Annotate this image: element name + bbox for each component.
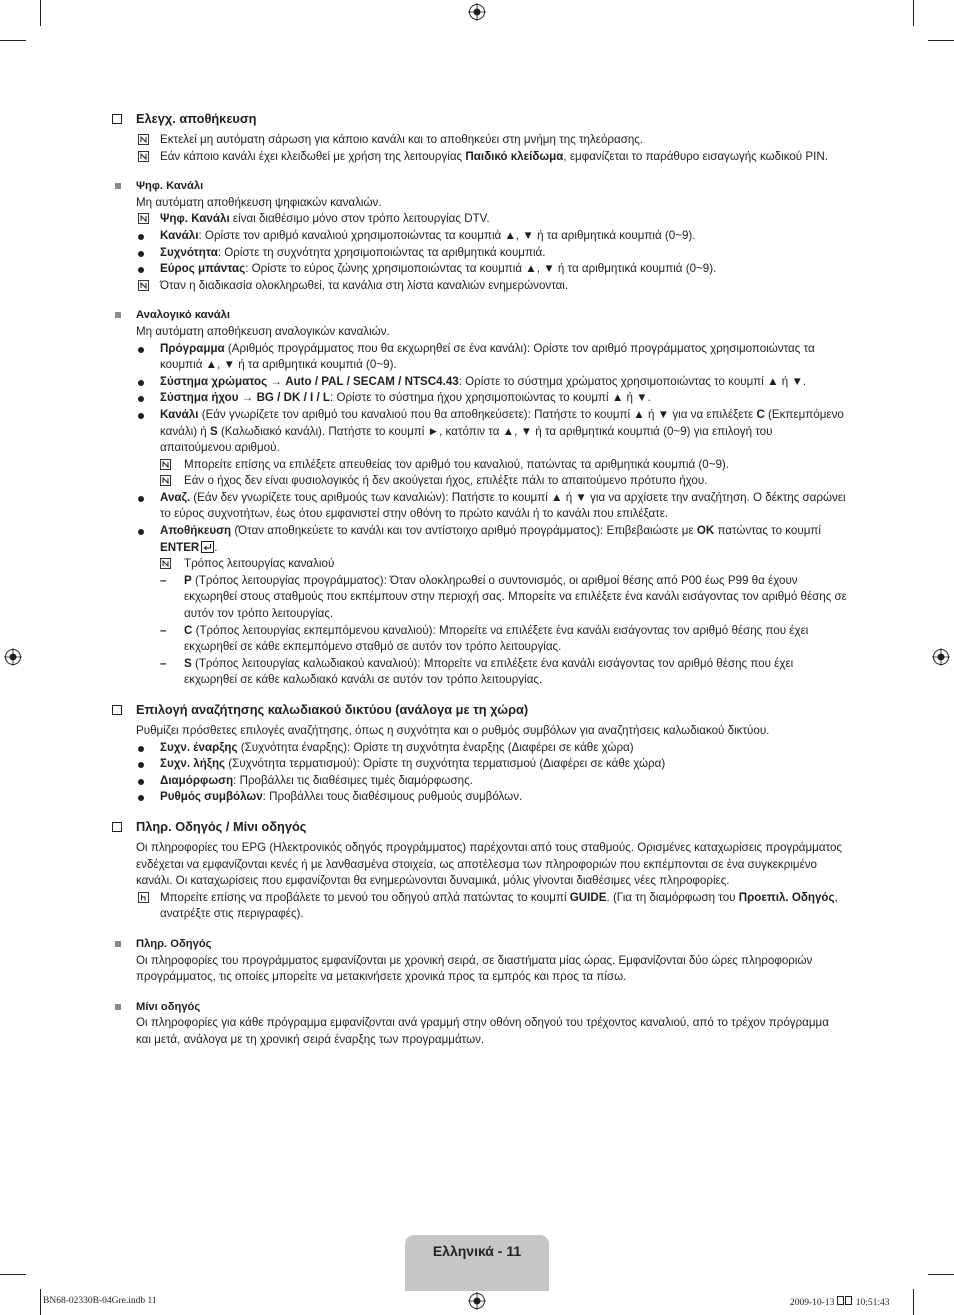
registration-mark-right xyxy=(932,648,950,666)
page-number-tab xyxy=(405,1235,549,1291)
note-icon xyxy=(138,280,149,291)
bullet-item: Συχν. έναρξης (Συχνότητα έναρξης): Ορίστε τη συχνότητα έναρξης (Διαφέρει σε κάθε χώρα) xyxy=(112,740,847,757)
print-file-name: BN68-02330B-04Gre.indb 11 xyxy=(43,1296,157,1306)
bullet-item: Διαμόρφωση: Προβάλλει τις διαθέσιμες τιμές διαμόρφωσης. xyxy=(112,773,847,790)
paragraph: Οι πληροφορίες για κάθε πρόγραμμα εμφανίζονται ανά γραμμή στην οθόνη οδηγού του τρέχοντος καναλιού, από το τρέχον πρόγραμμα και μετά, ανάλογα με τη χρονική σειρά έναρξης των προγραμμάτων. xyxy=(136,1016,829,1046)
paragraph: Μη αυτόματη αποθήκευση αναλογικών καναλιών. xyxy=(136,324,390,338)
note: Όταν η διαδικασία ολοκληρωθεί, τα κανάλια στη λίστα καναλιών ενημερώνονται. xyxy=(112,278,847,295)
enter-key-icon xyxy=(201,541,214,553)
note-icon xyxy=(138,134,149,145)
bullet-item: Αποθήκευση (Όταν αποθηκεύετε το κανάλι και τον αντίστοιχο αριθμό προγράμματος): Επιβεβαιώστε με OK πατώντας το κουμπί ENTER . xyxy=(112,523,847,556)
bullet-item: Συχν. λήξης (Συχνότητα τερματισμού): Ορίστε τη συχνότητα τερματισμού (Διαφέρει σε κάθε χώρα) xyxy=(112,756,847,773)
subheading-digital-channel: Ψηφ. Κανάλι xyxy=(112,178,847,195)
note: Ψηφ. Κανάλι είναι διαθέσιμο μόνο στον τρόπο λειτουργίας DTV. xyxy=(112,211,847,228)
registration-mark-bottom xyxy=(468,1292,486,1310)
dash-item: – S (Τρόπος λειτουργίας καλωδιακού καναλιού): Μπορείτε να επιλέξετε ένα κανάλι εισάγοντας τον αριθμό θέσης που έχει εκχωρηθεί σε κάθε καλωδιακό κανάλι σε αυτόν τον τρόπο λειτουργίας. xyxy=(160,656,794,687)
registration-mark-top xyxy=(468,3,486,21)
note: Εκτελεί μη αυτόματη σάρωση για κάποιο κανάλι και το αποθηκεύει στη μνήμη της τηλεόρασης. xyxy=(112,132,847,149)
bullet-item: Αναζ. (Εάν δεν γνωρίζετε τους αριθμούς των καναλιών): Πατήστε το κουμπί ▲ ή ▼ για να αρχίσετε την αναζήτηση. Ο δέκτης σαρώνει το εύρος συχνοτήτων, έως ότου εμφανιστεί στην οθόνη το πρώτο κανάλι ή το κανάλι που επιλέξατε. xyxy=(112,490,847,523)
subheading-analog-channel: Αναλογικό κανάλι xyxy=(112,307,847,324)
note-icon xyxy=(160,459,171,470)
bullet-item: Κανάλι (Εάν γνωρίζετε τον αριθμό του καναλιού που θα αποθηκεύσετε): Πατήστε το κουμπί ▲ ή ▼ για να επιλέξετε C (Εκπεμπόμενο κανάλι) ή S (Καλωδιακό κανάλι). Πατήστε το κουμπί ►, κατόπιν τα ▲, ▼ ή τα αριθμητικά κουμπιά (0~9) για επιλογή του απαιτούμενου αριθμού. xyxy=(112,407,847,457)
note-icon xyxy=(160,558,171,569)
note: Μπορείτε επίσης να προβάλετε το μενού του οδηγού απλά πατώντας το κουμπί GUIDE. (Για τη διαμόρφωση του Προεπιλ. Οδηγός, ανατρέξτε στις περιγραφές). xyxy=(112,890,847,923)
section-heading-cable-search: Επιλογή αναζήτησης καλωδιακού δικτύου (ανάλογα με τη χώρα) xyxy=(112,701,847,719)
bullet-item: Συχνότητα: Ορίστε τη συχνότητα χρησιμοποιώντας τα αριθμητικά κουμπιά. xyxy=(112,245,847,262)
section-heading-guide: Πληρ. Οδηγός / Μίνι οδηγός xyxy=(112,818,847,836)
manual-content xyxy=(112,110,847,1049)
paragraph: Οι πληροφορίες του EPG (Ηλεκτρονικός οδηγός προγράμματος) παρέχονται από τους σταθμούς. Ορισμένες καταχωρίσεις προγράμματος ενδέχεται να εμφανίζονται κενές ή με λανθασμένα στοιχεία, ως αποτέλεσμα των πληροφοριών που εκπέμπονται σε ένα συγκεκριμένο κανάλι. Οι καταχωρίσεις που εμφανίζονται θα ενημερώνονται δυναμικά, μόλις γίνονται διαθέσιμες νέες πληροφορίες. xyxy=(136,840,843,888)
dash-item: – C (Τρόπος λειτουργίας εκπεμπόμενου καναλιού): Μπορείτε να επιλέξετε ένα κανάλι εισάγοντας τον αριθμό θέσης που έχει εκχωρηθεί σε κάθε εκπεμπόμενο σταθμό σε αυτόν τον τρόπο λειτουργίας. xyxy=(160,623,809,654)
print-time: 10:51:43 xyxy=(855,1298,890,1308)
bullet-item: Σύστημα χρώματος → Auto / PAL / SECAM / NTSC4.43: Ορίστε το σύστημα χρώματος χρησιμοποιώντας το κουμπί ▲ ή ▼. xyxy=(112,374,847,391)
bullet-item: Εύρος μπάντας: Ορίστε το εύρος ζώνης χρησιμοποιώντας τα κουμπιά ▲, ▼ ή τα αριθμητικά κουμπιά (0~9). xyxy=(112,261,847,278)
bullet-item: Ρυθμός συμβόλων: Προβάλλει τους διαθέσιμους ρυθμούς συμβόλων. xyxy=(112,789,847,806)
bullet-item: Σύστημα ήχου → BG / DK / I / L: Ορίστε το σύστημα ήχου χρησιμοποιώντας το κουμπί ▲ ή ▼. xyxy=(112,390,847,407)
note-icon xyxy=(138,213,149,224)
paragraph: Ρυθμίζει πρόσθετες επιλογές αναζήτησης, όπως η συχνότητα και ο ρυθμός συμβόλων για αναζητήσεις καλωδιακού δικτύου. xyxy=(136,724,770,737)
tip-icon xyxy=(138,892,149,903)
subheading-mini-guide: Μίνι οδηγός xyxy=(112,999,847,1016)
paragraph: Οι πληροφορίες του προγράμματος εμφανίζονται με χρονική σειρά, σε διαστήματα μίας ώρας. Εμφανίζονται δύο ώρες πληροφοριών προγράμματος, τις οποίες μπορείτε να μετακινήσετε χρονικά προς τα εμπρός και προς τα πίσω. xyxy=(136,953,813,984)
paragraph: Μη αυτόματη αποθήκευση ψηφιακών καναλιών. xyxy=(136,195,382,209)
dash-item: – P (Τρόπος λειτουργίας προγράμματος): Όταν ολοκληρωθεί ο συντονισμός, οι αριθμοί θέσης από P00 έως P99 θα έχουν εκχωρηθεί στους σταθμούς που εκπέμπουν στην περιοχή σας. Μπορείτε να επιλέξετε ένα κανάλι εισάγοντας τον αριθμό θέσης σε αυτόν τον τρόπο λειτουργίας. xyxy=(160,573,847,621)
page-number: Ελληνικά - 11 xyxy=(432,1243,522,1259)
note-icon xyxy=(160,475,171,486)
subheading-full-guide: Πληρ. Οδηγός xyxy=(112,936,847,953)
bullet-item: Πρόγραμμα (Αριθμός προγράμματος που θα εκχωρηθεί σε ένα κανάλι): Ορίστε τον αριθμό προγράμματος χρησιμοποιώντας τα κουμπιά ▲, ▼ ή τα αριθμητικά κουμπιά (0~9). xyxy=(112,341,847,374)
note: Εάν κάποιο κανάλι έχει κλειδωθεί με χρήση της λειτουργίας Παιδικό κλείδωμα, εμφανίζεται το παράθυρο εισαγωγής κωδικού PIN. xyxy=(112,149,847,166)
bullet-item: Κανάλι: Ορίστε τον αριθμό καναλιού χρησιμοποιώντας τα κουμπιά ▲, ▼ ή τα αριθμητικά κουμπιά (0~9). xyxy=(112,228,847,245)
print-timestamp xyxy=(790,1296,889,1308)
note: Εάν ο ήχος δεν είναι φυσιολογικός ή δεν ακούγεται ήχος, επιλέξτε πάλι το απαιτούμενο πρότυπο ήχου. xyxy=(112,473,847,490)
print-date: 2009-10-13 xyxy=(790,1298,837,1308)
registration-mark-left xyxy=(4,648,22,666)
note: Μπορείτε επίσης να επιλέξετε απευθείας τον αριθμό του καναλιού, πατώντας τα αριθμητικά κουμπιά (0~9). xyxy=(112,457,847,474)
note-icon xyxy=(138,151,149,162)
section-heading-store-manual: Ελεγχ. αποθήκευση xyxy=(112,110,847,128)
note: Τρόπος λειτουργίας καναλιού xyxy=(112,556,847,573)
